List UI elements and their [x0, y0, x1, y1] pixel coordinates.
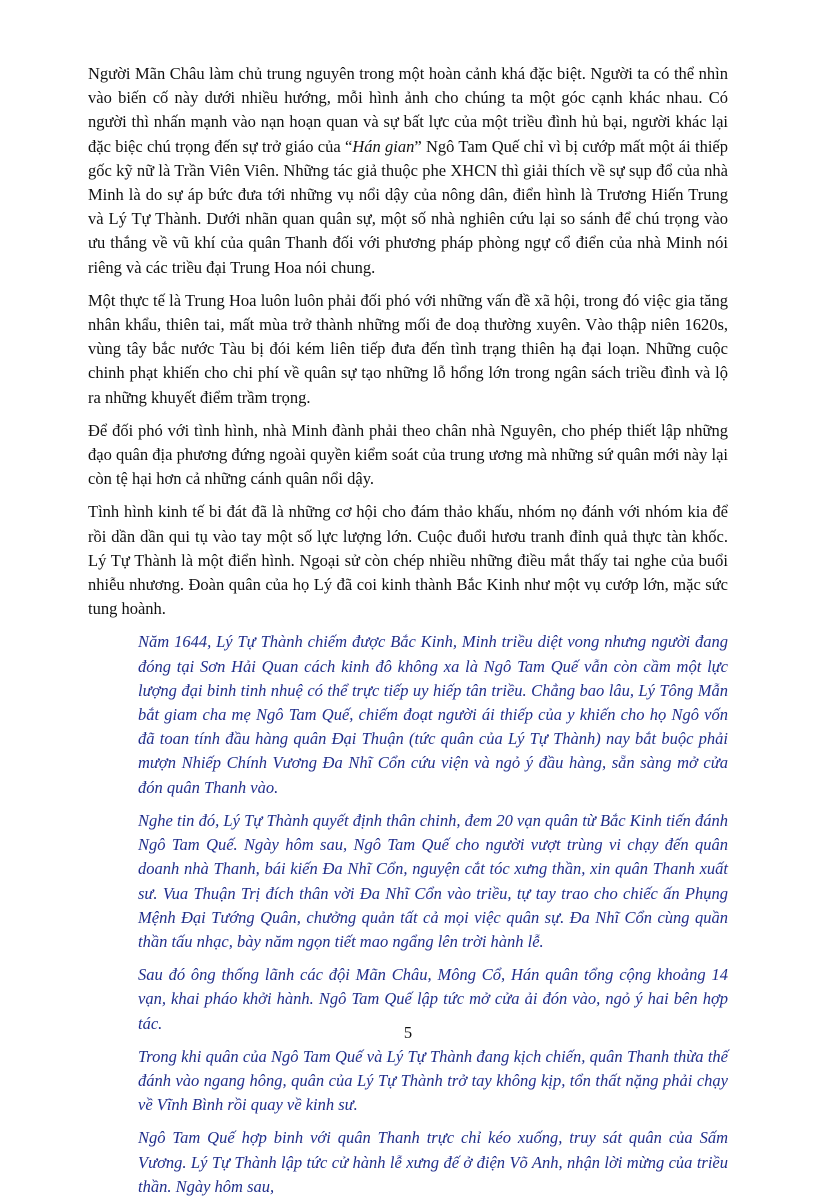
quote-paragraph-5: Ngô Tam Quế hợp binh với quân Thanh trực chỉ kéo xuống, truy sát quân của Sấm Vương. Lý Tự Thành lập tức cử hành lễ xưng đế ở điện Võ Anh, nhận lời mừng của triều thần. Ngày hôm sau, [138, 1128, 728, 1196]
quote-paragraph-2: Nghe tin đó, Lý Tự Thành quyết định thân chinh, đem 20 vạn quân từ Bắc Kinh tiến đánh Ngô Tam Quế. Ngày hôm sau, Ngô Tam Quế cho người vượt trùng vi chạy đến quân doanh nhà Thanh, bái kiến Đa Nhĩ Cổn, nguyện cắt tóc xưng thần, xin quân Thanh xuất sư. Vua Thuận Trị đích thân vời Đa Nhĩ Cổn vào triều, tự tay trao cho chiếc ấn Phụng Mệnh Đại Tướng Quân, chưởng quản tất cả mọi việc quân sự. Đa Nhĩ Cổn cùng quần thần tấu nhạc, bày năm ngọn tiết mao ngẩng lên trời hành lễ. [138, 810, 728, 951]
body-paragraph-2: Một thực tế là Trung Hoa luôn luôn phải đối phó với những vấn đề xã hội, trong đó việc gia tăng nhân khẩu, thiên tai, mất mùa trở thành những mối đe doạ thường xuyên. Vào thập niên 1620s, vùng tây bắc nước Tàu bị đói kém liên tiếp đưa đến tình trạng thiên hạ đại loạn. Những cuộc chinh phạt khiến cho chi phí về quân sự tạo những lỗ hổng lớn trong ngân sách triều đình và lộ ra những khuyết điểm trầm trọng. [88, 290, 728, 407]
paragraph-1-emphasis: Hán gian [352, 136, 415, 156]
body-paragraph-4: Tình hình kinh tế bi đát đã là những cơ hội cho đám thảo khấu, nhóm nọ đánh với nhóm kia để rồi dần dần qui tụ vào tay một số lực lượng lớn. Cuộc đuổi hươu tranh đỉnh quả thực tàn khốc. Lý Tự Thành là một điển hình. Ngoại sử còn chép nhiều những điều mắt thấy tai nghe của buổi nhiễu nhương. Đoàn quân của họ Lý đã coi kinh thành Bắc Kinh như một vụ cướp lớn, mặc sức tung hoành. [88, 502, 728, 619]
body-paragraph-1 [88, 62, 728, 280]
quote-paragraph-3: Sau đó ông thống lãnh các đội Mãn Châu, Mông Cổ, Hán quân tổng cộng khoảng 14 vạn, khai pháo khởi hành. Ngô Tam Quế lập tức mở cửa ải đón vào, ngỏ ý hai bên hợp tác. [138, 965, 728, 1033]
quote-paragraph-1: Năm 1644, Lý Tự Thành chiếm được Bắc Kinh, Minh triều diệt vong nhưng người đang đóng tại Sơn Hải Quan cách kinh đô không xa là Ngô Tam Quế vẫn còn cầm một lực lượng đại binh tinh nhuệ có thể trực tiếp uy hiếp tân triều. Chẳng bao lâu, Lý Tông Mẫn bắt giam cha mẹ Ngô Tam Quế, chiếm đoạt người ái thiếp của y khiến cho họ Ngô vốn đã toan tính đầu hàng quân Đại Thuận (tức quân của Lý Tự Thành) nay bắt buộc phải mượn Nhiếp Chính Vương Đa Nhĩ Cổn cứu viện và ngỏ ý đầu hàng, sẵn sàng mở cửa đón quân Thanh vào. [138, 632, 728, 797]
paragraph-1-text-start: Người Mãn Châu làm chủ trung nguyên trong một hoàn cảnh khá đặc biệt. Người ta có thể nhìn vào biến cố này dưới nhiều hướng, mỗi hình ảnh cho chúng ta một góc cạnh khác nhau. Có người thì nhấn mạnh vào nạn hoạn quan và sự bất lực của một triều đình hủ bại, người khác lại đặc biệc chú trọng đến sự trở giáo của “ [88, 64, 728, 156]
body-paragraph-3: Để đối phó với tình hình, nhà Minh đành phải theo chân nhà Nguyên, cho phép thiết lập những đạo quân địa phương đứng ngoài quyền kiểm soát của trung ương mà những sứ quân mới này lại còn tệ hại hơn cả những cánh quân nổi dậy. [88, 420, 728, 489]
page-number: 5 [403, 1023, 413, 1042]
quote-paragraph-4: Trong khi quân của Ngô Tam Quế và Lý Tự Thành đang kịch chiến, quân Thanh thừa thế đánh vào ngang hông, quân của Lý Tự Thành trở tay không kịp, tổn thất nặng phải chạy về Vĩnh Bình rồi quay về kinh sư. [138, 1046, 728, 1115]
paragraph-1-text-end: ” Ngô Tam Quế chỉ vì bị cướp mất một ái thiếp gốc kỹ nữ là Trần Viên Viên. Những tác giả thuộc phe XHCN thì giải thích về sự sụp đổ của nhà Minh là do sự áp bức đưa tới những vụ nổi dậy của nông dân, điển hình là Trương Hiến Trung và Lý Tự Thành. Dưới nhãn quan quân sự, một số nhà nghiên cứu lại so sánh để chú trọng vào ưu thắng về vũ khí của quân Thanh đối với phương pháp phòng ngự cổ điển của nhà Minh nói riêng và các triều đại Trung Hoa nói chung. [88, 136, 728, 277]
